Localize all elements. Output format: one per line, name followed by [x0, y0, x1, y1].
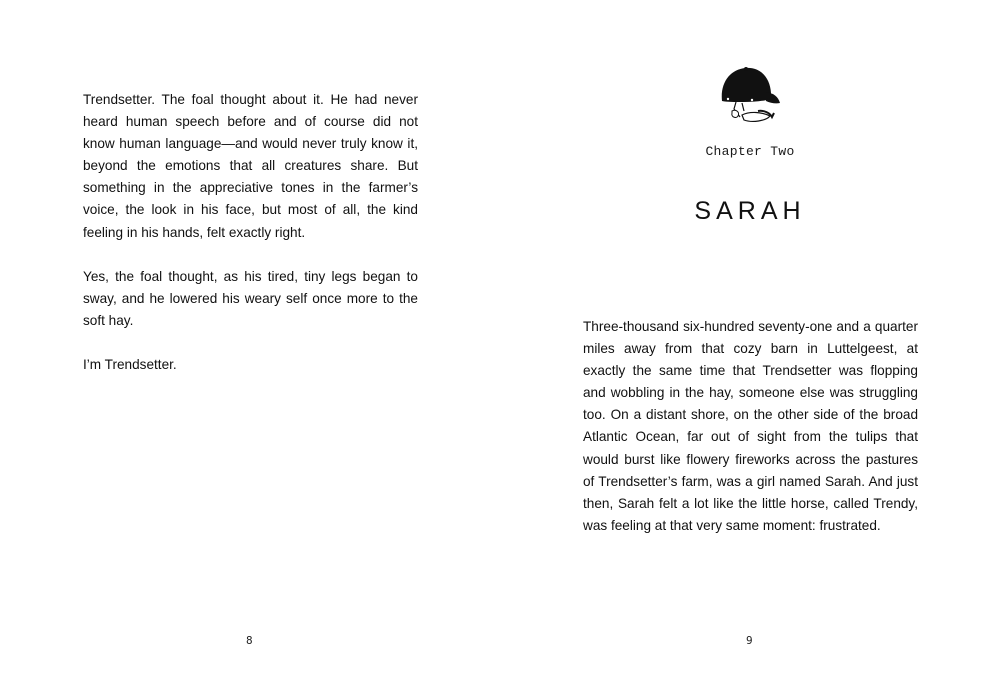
paragraph: I’m Trendsetter.	[83, 357, 177, 373]
left-page-body	[83, 89, 418, 398]
page-number: 9	[746, 634, 753, 647]
paragraph: Trendsetter. The foal thought about it. He had never heard human speech before and of course did not know human language—and would never truly know it, beyond the emotions that all creatures share. But something in the appreciative tones in the farmer’s voice, the look in his face, but most of all, the kind feeling in his hands, felt exactly right.	[83, 92, 418, 240]
riding-helmet-icon	[714, 63, 784, 131]
paragraph: Three-thousand six-hundred seventy-one and a quarter miles away from that cozy barn in Luttelgeest, at exactly the same time that Trendsetter was flopping and wobbling in the hay, someone else was struggling too. On a distant shore, on the other side of the broad Atlantic Ocean, far out of sight from the tulips that would burst like flowery fireworks across the pastures of Trendsetter’s farm, was a girl named Sarah. And just then, Sarah felt a lot like the little horse, called Trendy, was feeling at that very same moment: frustrated.	[583, 319, 918, 533]
chapter-title: SARAH	[694, 196, 806, 225]
page-number: 8	[246, 634, 253, 647]
paragraph: Yes, the foal thought, as his tired, tiny legs began to sway, and he lowered his weary self once more to the soft hay.	[83, 268, 418, 328]
chapter-label: Chapter Two	[705, 144, 795, 159]
right-page-body	[583, 316, 918, 559]
right-page	[500, 0, 1000, 691]
